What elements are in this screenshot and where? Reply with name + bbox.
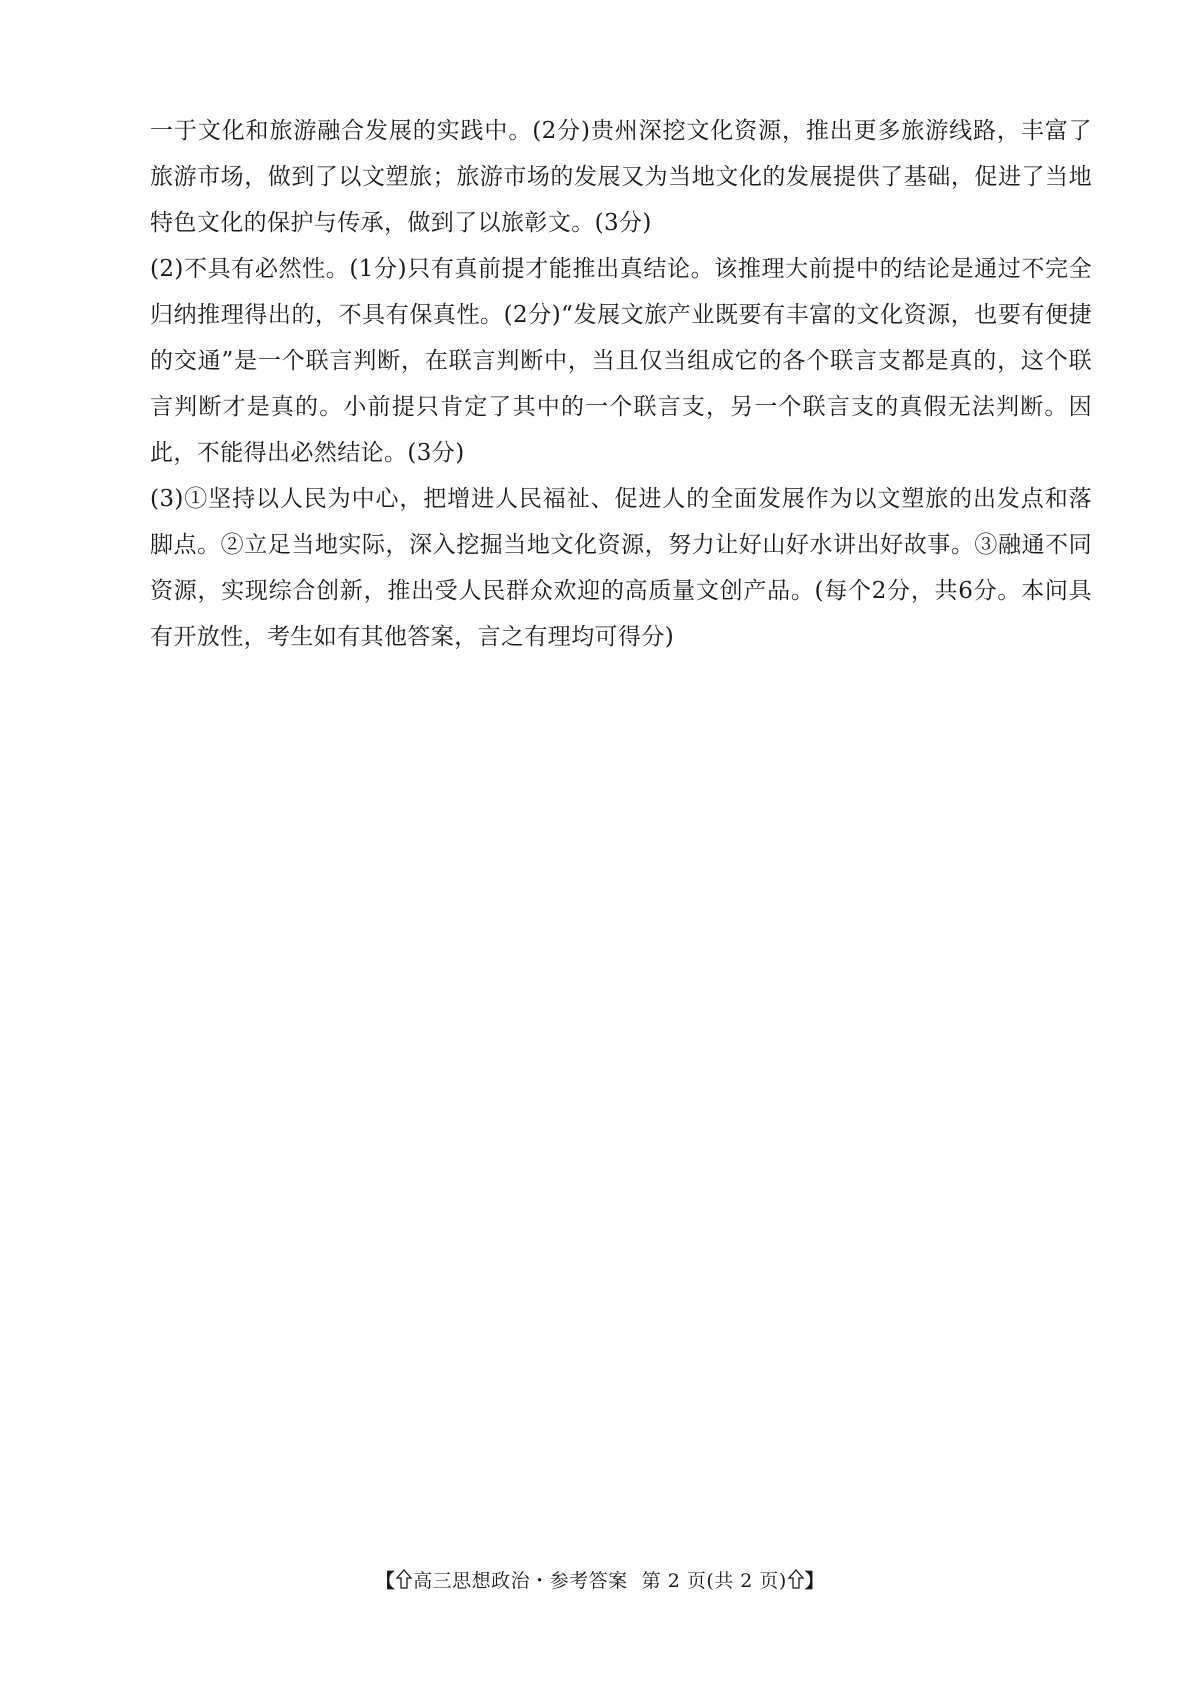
answer-paragraph-continued: 一于文化和旅游融合发展的实践中。(2分)贵州深挖文化资源，推出更多旅游线路，丰富了旅游市场，做到了以文塑旅；旅游市场的发展又为当地文化的发展提供了基础，促进了当地特色文化的保护与传承，做到了以旅彰文。(3分) <box>150 118 1092 236</box>
page-footer <box>0 1566 1200 1593</box>
answer-paragraph-2: (2)不具有必然性。(1分)只有真前提才能推出真结论。该推理大前提中的结论是通过不完全归纳推理得出的，不具有保真性。(2分)“发展文旅产业既要有丰富的文化资源，也要有便捷的交通”是一个联言判断，在联言判断中，当且仅当组成它的各个联言支都是真的，这个联言判断才是真的。小前提只肯定了其中的一个联言支，另一个联言支的真假无法判断。因此，不能得出必然结论。(3分) <box>150 256 1092 466</box>
answer-paragraph-3: (3)①坚持以人民为中心，把增进人民福祉、促进人的全面发展作为以文塑旅的出发点和落脚点。②立足当地实际，深入挖掘当地文化资源，努力让好山好水讲出好故事。③融通不同资源，实现综合创新，推出受人民群众欢迎的高质量文创产品。(每个2分，共6分。本问具有开放性，考生如有其他答案，言之有理均可得分) <box>150 486 1092 650</box>
footer-subject: 高三思想政治・参考答案 <box>413 1570 628 1592</box>
footer-page-number: 第 2 页(共 2 页) <box>641 1570 787 1592</box>
up-arrow-outline-icon <box>787 1569 805 1589</box>
up-arrow-outline-icon <box>395 1569 413 1589</box>
footer-right-bracket: 】 <box>804 1570 825 1592</box>
footer-left-bracket: 【 <box>375 1570 396 1592</box>
answer-body <box>150 108 1092 660</box>
